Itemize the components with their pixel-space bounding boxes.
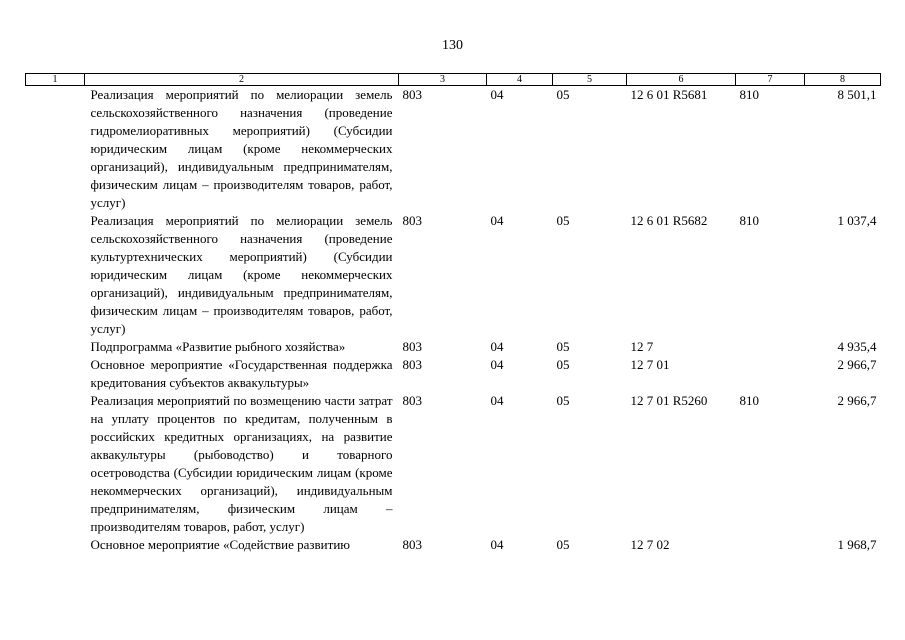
expense-type-cell: 810 <box>739 87 759 102</box>
section-cell: 04 <box>490 393 504 408</box>
row-number-cell <box>26 392 85 536</box>
table-row <box>26 536 881 554</box>
table-row <box>26 212 881 338</box>
ministry-cell: 803 <box>402 339 422 354</box>
description-cell: Основное мероприятие «Государственная поддержка кредитования субъектов аквакультуры» <box>90 357 393 390</box>
amount-cell: 2 966,7 <box>837 357 877 372</box>
column-header: 7 <box>736 74 805 86</box>
description-cell: Реализация мероприятий по мелиорации земель сельскохозяйственного назначения (проведение гидромелиоративных мероприятий) (Субсидии юридическим лицам (кроме некоммерческих организаций), индивидуальным предпринимателям, физическим лицам – производителям товаров, работ, услуг) <box>90 87 393 210</box>
target-cell: 12 6 01 R5682 <box>630 213 708 228</box>
ministry-cell: 803 <box>402 393 422 408</box>
column-header: 6 <box>627 74 736 86</box>
section-cell: 04 <box>490 87 504 102</box>
row-number-cell <box>26 86 85 213</box>
table-body <box>26 86 881 555</box>
column-header: 1 <box>26 74 85 86</box>
row-number-cell <box>26 212 85 338</box>
target-cell: 12 7 01 R5260 <box>630 393 708 408</box>
table-row <box>26 392 881 536</box>
description-cell: Подпрограмма «Развитие рыбного хозяйства» <box>90 339 346 354</box>
subsection-cell: 05 <box>556 339 570 354</box>
subsection-cell: 05 <box>556 213 570 228</box>
description-cell: Реализация мероприятий по мелиорации земель сельскохозяйственного назначения (проведение культуртехнических мероприятий) (Субсидии юридическим лицам (кроме некоммерческих организаций), индивидуальным предпринимателям, физическим лицам – производителям товаров, работ, услуг) <box>90 213 393 336</box>
subsection-cell: 05 <box>556 393 570 408</box>
column-header: 3 <box>399 74 487 86</box>
target-cell: 12 7 <box>630 339 654 354</box>
expense-type-cell: 810 <box>739 393 759 408</box>
amount-cell: 1 037,4 <box>837 213 877 228</box>
expense-type-cell <box>736 338 805 356</box>
expense-type-cell <box>736 536 805 554</box>
ministry-cell: 803 <box>402 87 422 102</box>
table-row <box>26 86 881 213</box>
table-header <box>26 74 881 86</box>
amount-cell: 8 501,1 <box>837 87 877 102</box>
target-cell: 12 6 01 R5681 <box>630 87 708 102</box>
page-number: 130 <box>442 38 463 53</box>
amount-cell: 2 966,7 <box>837 393 877 408</box>
row-number-cell <box>26 536 85 554</box>
section-cell: 04 <box>490 213 504 228</box>
table-row <box>26 356 881 392</box>
table-row <box>26 338 881 356</box>
subsection-cell: 05 <box>556 357 570 372</box>
target-cell: 12 7 02 <box>630 537 670 552</box>
header-row <box>26 74 881 86</box>
budget-table <box>25 73 881 554</box>
target-cell: 12 7 01 <box>630 357 670 372</box>
row-number-cell <box>26 338 85 356</box>
description-cell: Реализация мероприятий по возмещению части затрат на уплату процентов по кредитам, полученным в российских кредитных организациях, на развитие аквакультуры (рыбоводство) и товарного осетроводства (Субсидии юридическим лицам (кроме некоммерческих организаций), индивидуальным предпринимателям, физическим лицам – производителям товаров, работ, услуг) <box>90 393 393 534</box>
subsection-cell: 05 <box>556 537 570 552</box>
section-cell: 04 <box>490 537 504 552</box>
amount-cell: 1 968,7 <box>837 537 877 552</box>
ministry-cell: 803 <box>402 357 422 372</box>
description-cell: Основное мероприятие «Содействие развитию <box>90 537 350 552</box>
column-header: 2 <box>85 74 399 86</box>
column-header: 5 <box>553 74 627 86</box>
expense-type-cell: 810 <box>739 213 759 228</box>
column-header: 8 <box>805 74 881 86</box>
column-header: 4 <box>487 74 553 86</box>
section-cell: 04 <box>490 339 504 354</box>
subsection-cell: 05 <box>556 87 570 102</box>
ministry-cell: 803 <box>402 537 422 552</box>
ministry-cell: 803 <box>402 213 422 228</box>
expense-type-cell <box>736 356 805 392</box>
amount-cell: 4 935,4 <box>837 339 877 354</box>
section-cell: 04 <box>490 357 504 372</box>
row-number-cell <box>26 356 85 392</box>
